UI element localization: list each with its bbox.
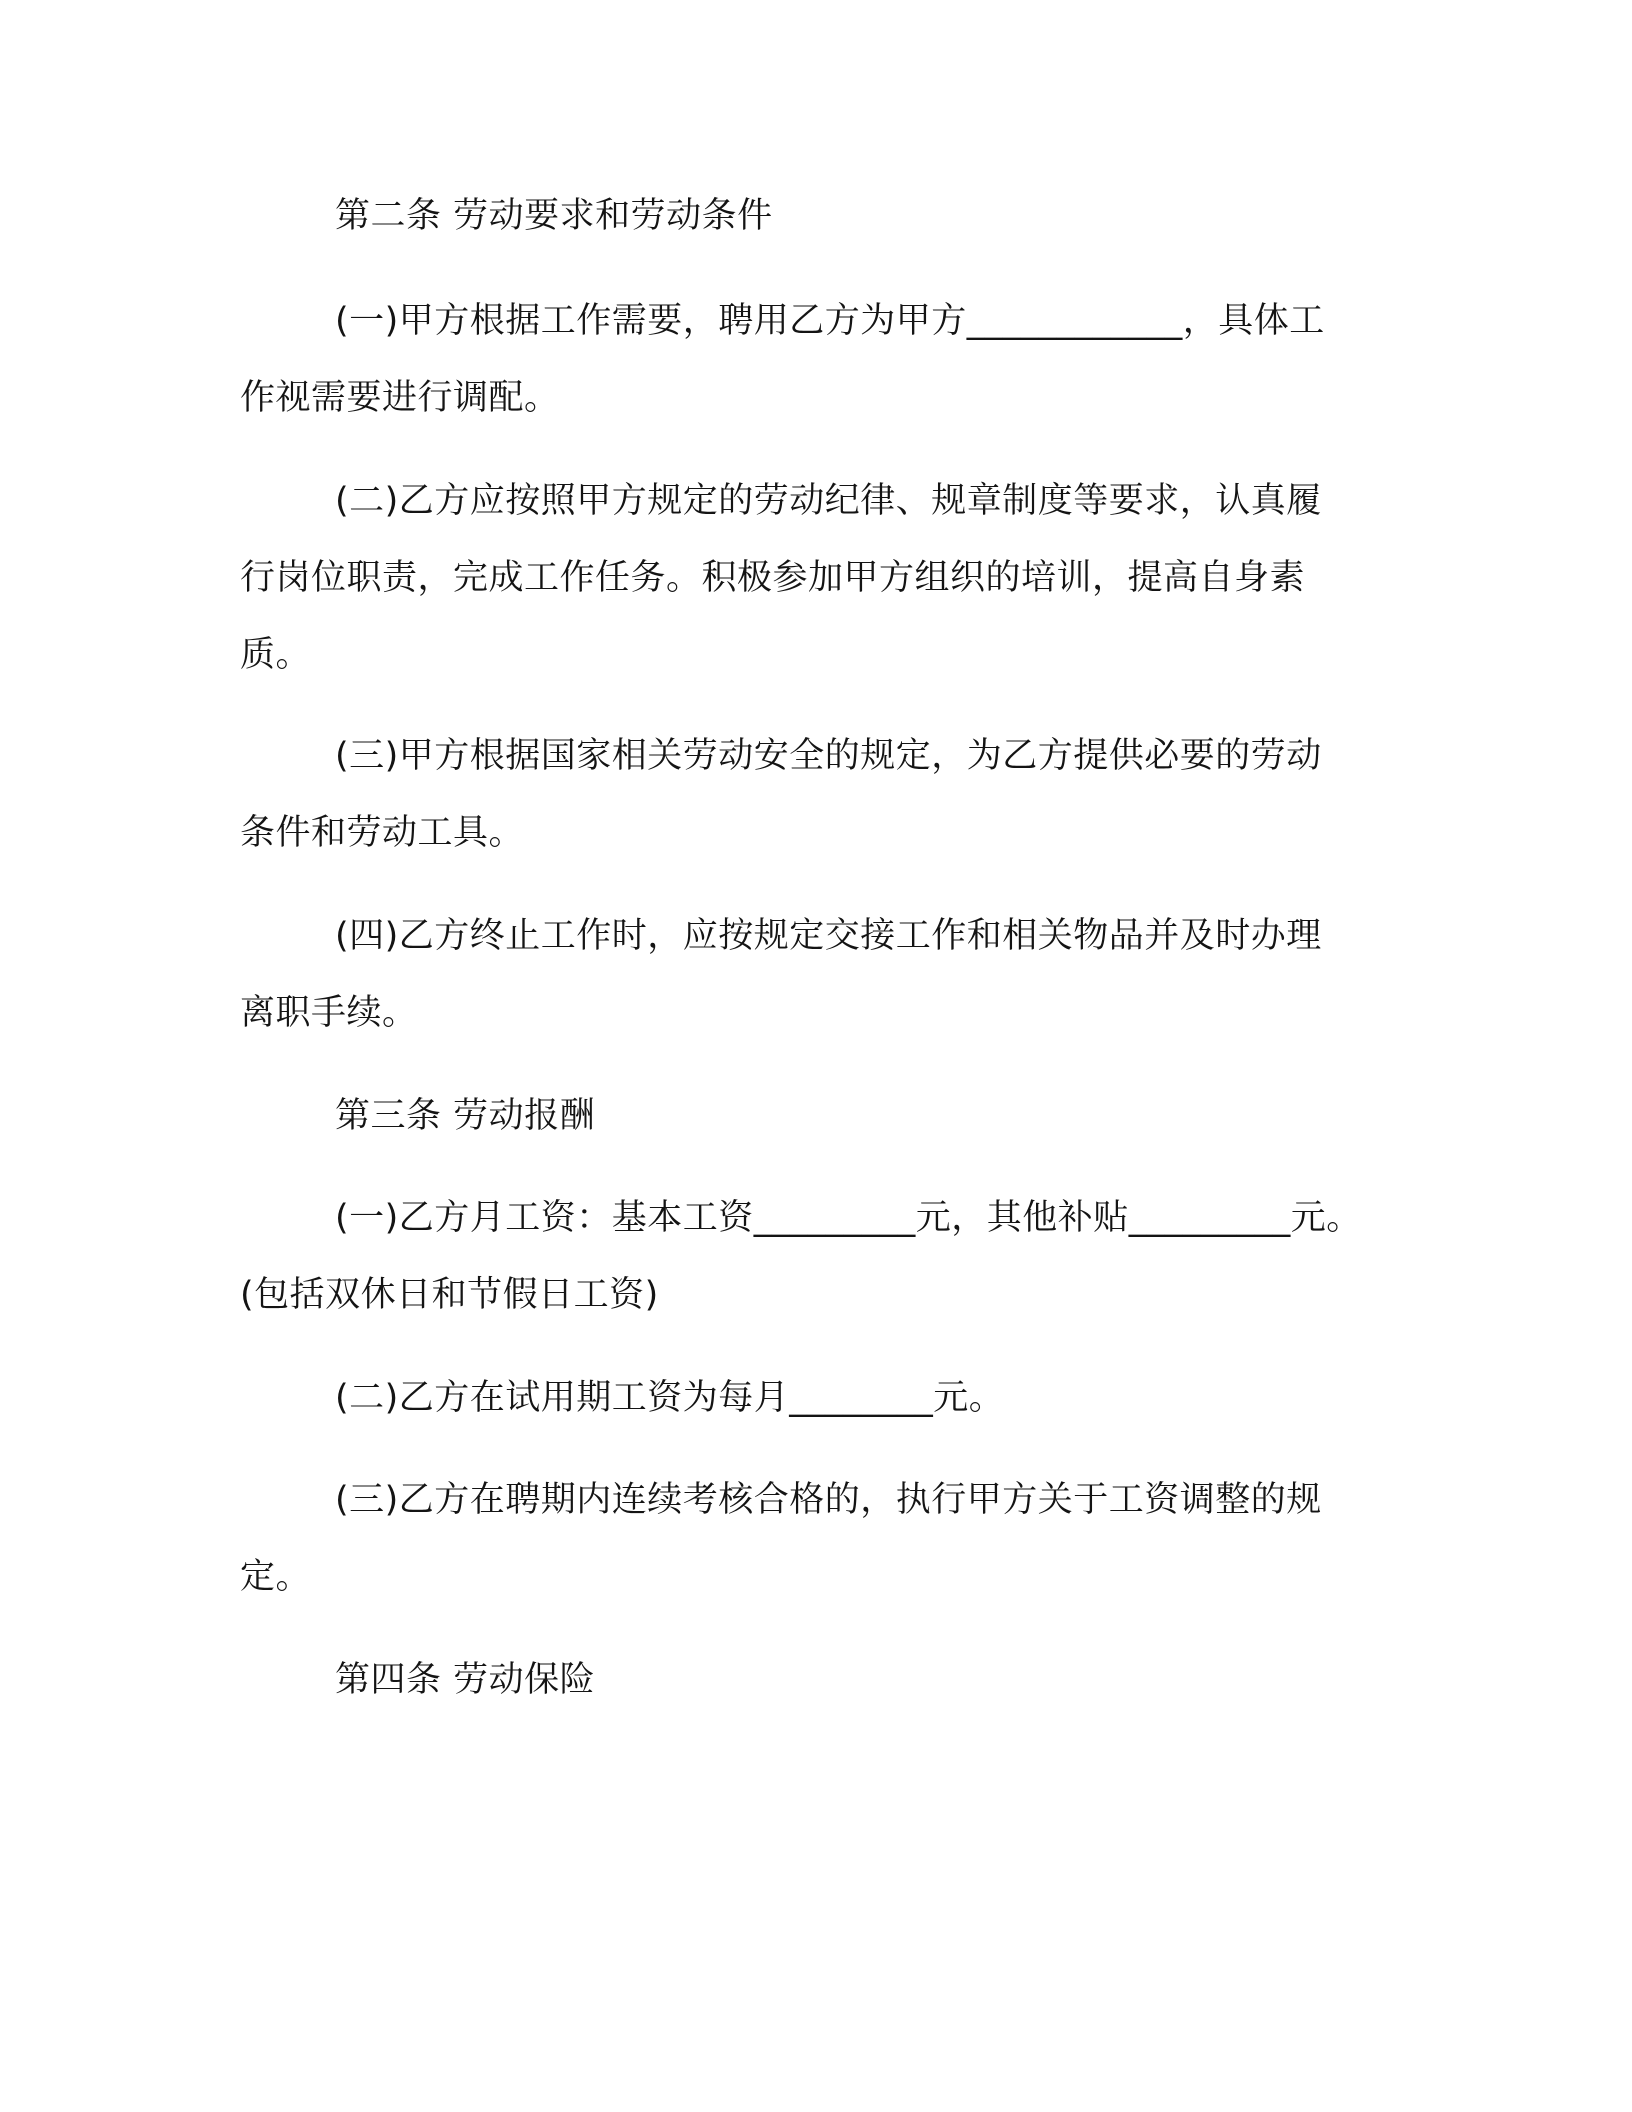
article-2-item-4-line-2: 离职手续。: [240, 993, 418, 1033]
article-2-item-3: [240, 718, 1380, 872]
article-2-item-4-line-1: (四)乙方终止工作时，应按规定交接工作和相关物品并及时办理: [335, 916, 1322, 956]
article-2-item-3-line-1: (三)甲方根据国家相关劳动安全的规定，为乙方提供必要的劳动: [335, 736, 1322, 776]
article-3-item-3-line-1: (三)乙方在聘期内连续考核合格的，执行甲方关于工资调整的规: [335, 1480, 1322, 1520]
article-3-item-3-line-2: 定。: [240, 1557, 312, 1597]
article-2-item-2-line-3: 质。: [240, 635, 312, 675]
article-3-item-1-line-2: (包括双休日和节假日工资): [240, 1275, 659, 1315]
article-4-heading: 第四条 劳动保险: [335, 1660, 596, 1700]
article-3-item-2: [240, 1360, 1380, 1437]
article-3-heading: 第三条 劳动报酬: [335, 1096, 596, 1136]
article-2-item-1-line-2: 作视需要进行调配。: [240, 378, 560, 418]
article-3-item-3: [240, 1462, 1380, 1616]
article-2-item-2-line-2: 行岗位职责，完成工作任务。积极参加甲方组织的培训，提高自身素: [240, 558, 1306, 598]
article-2-item-4: [240, 898, 1380, 1052]
article-2-item-3-line-2: 条件和劳动工具。: [240, 813, 525, 853]
article-2-item-2: [240, 463, 1380, 694]
article-3-item-2-line-1: (二)乙方在试用期工资为每月________元。: [335, 1378, 1005, 1418]
article-3-item-1-line-1: (一)乙方月工资：基本工资_________元，其他补贴_________元。: [335, 1198, 1362, 1238]
article-2-item-1: [240, 283, 1380, 437]
article-2-item-2-line-1: (二)乙方应按照甲方规定的劳动纪律、规章制度等要求，认真履: [335, 481, 1322, 521]
article-2-item-1-line-1: (一)甲方根据工作需要，聘用乙方为甲方____________，具体工: [335, 301, 1325, 341]
article-2-heading: 第二条 劳动要求和劳动条件: [335, 196, 773, 236]
article-3-item-1: [240, 1180, 1380, 1334]
